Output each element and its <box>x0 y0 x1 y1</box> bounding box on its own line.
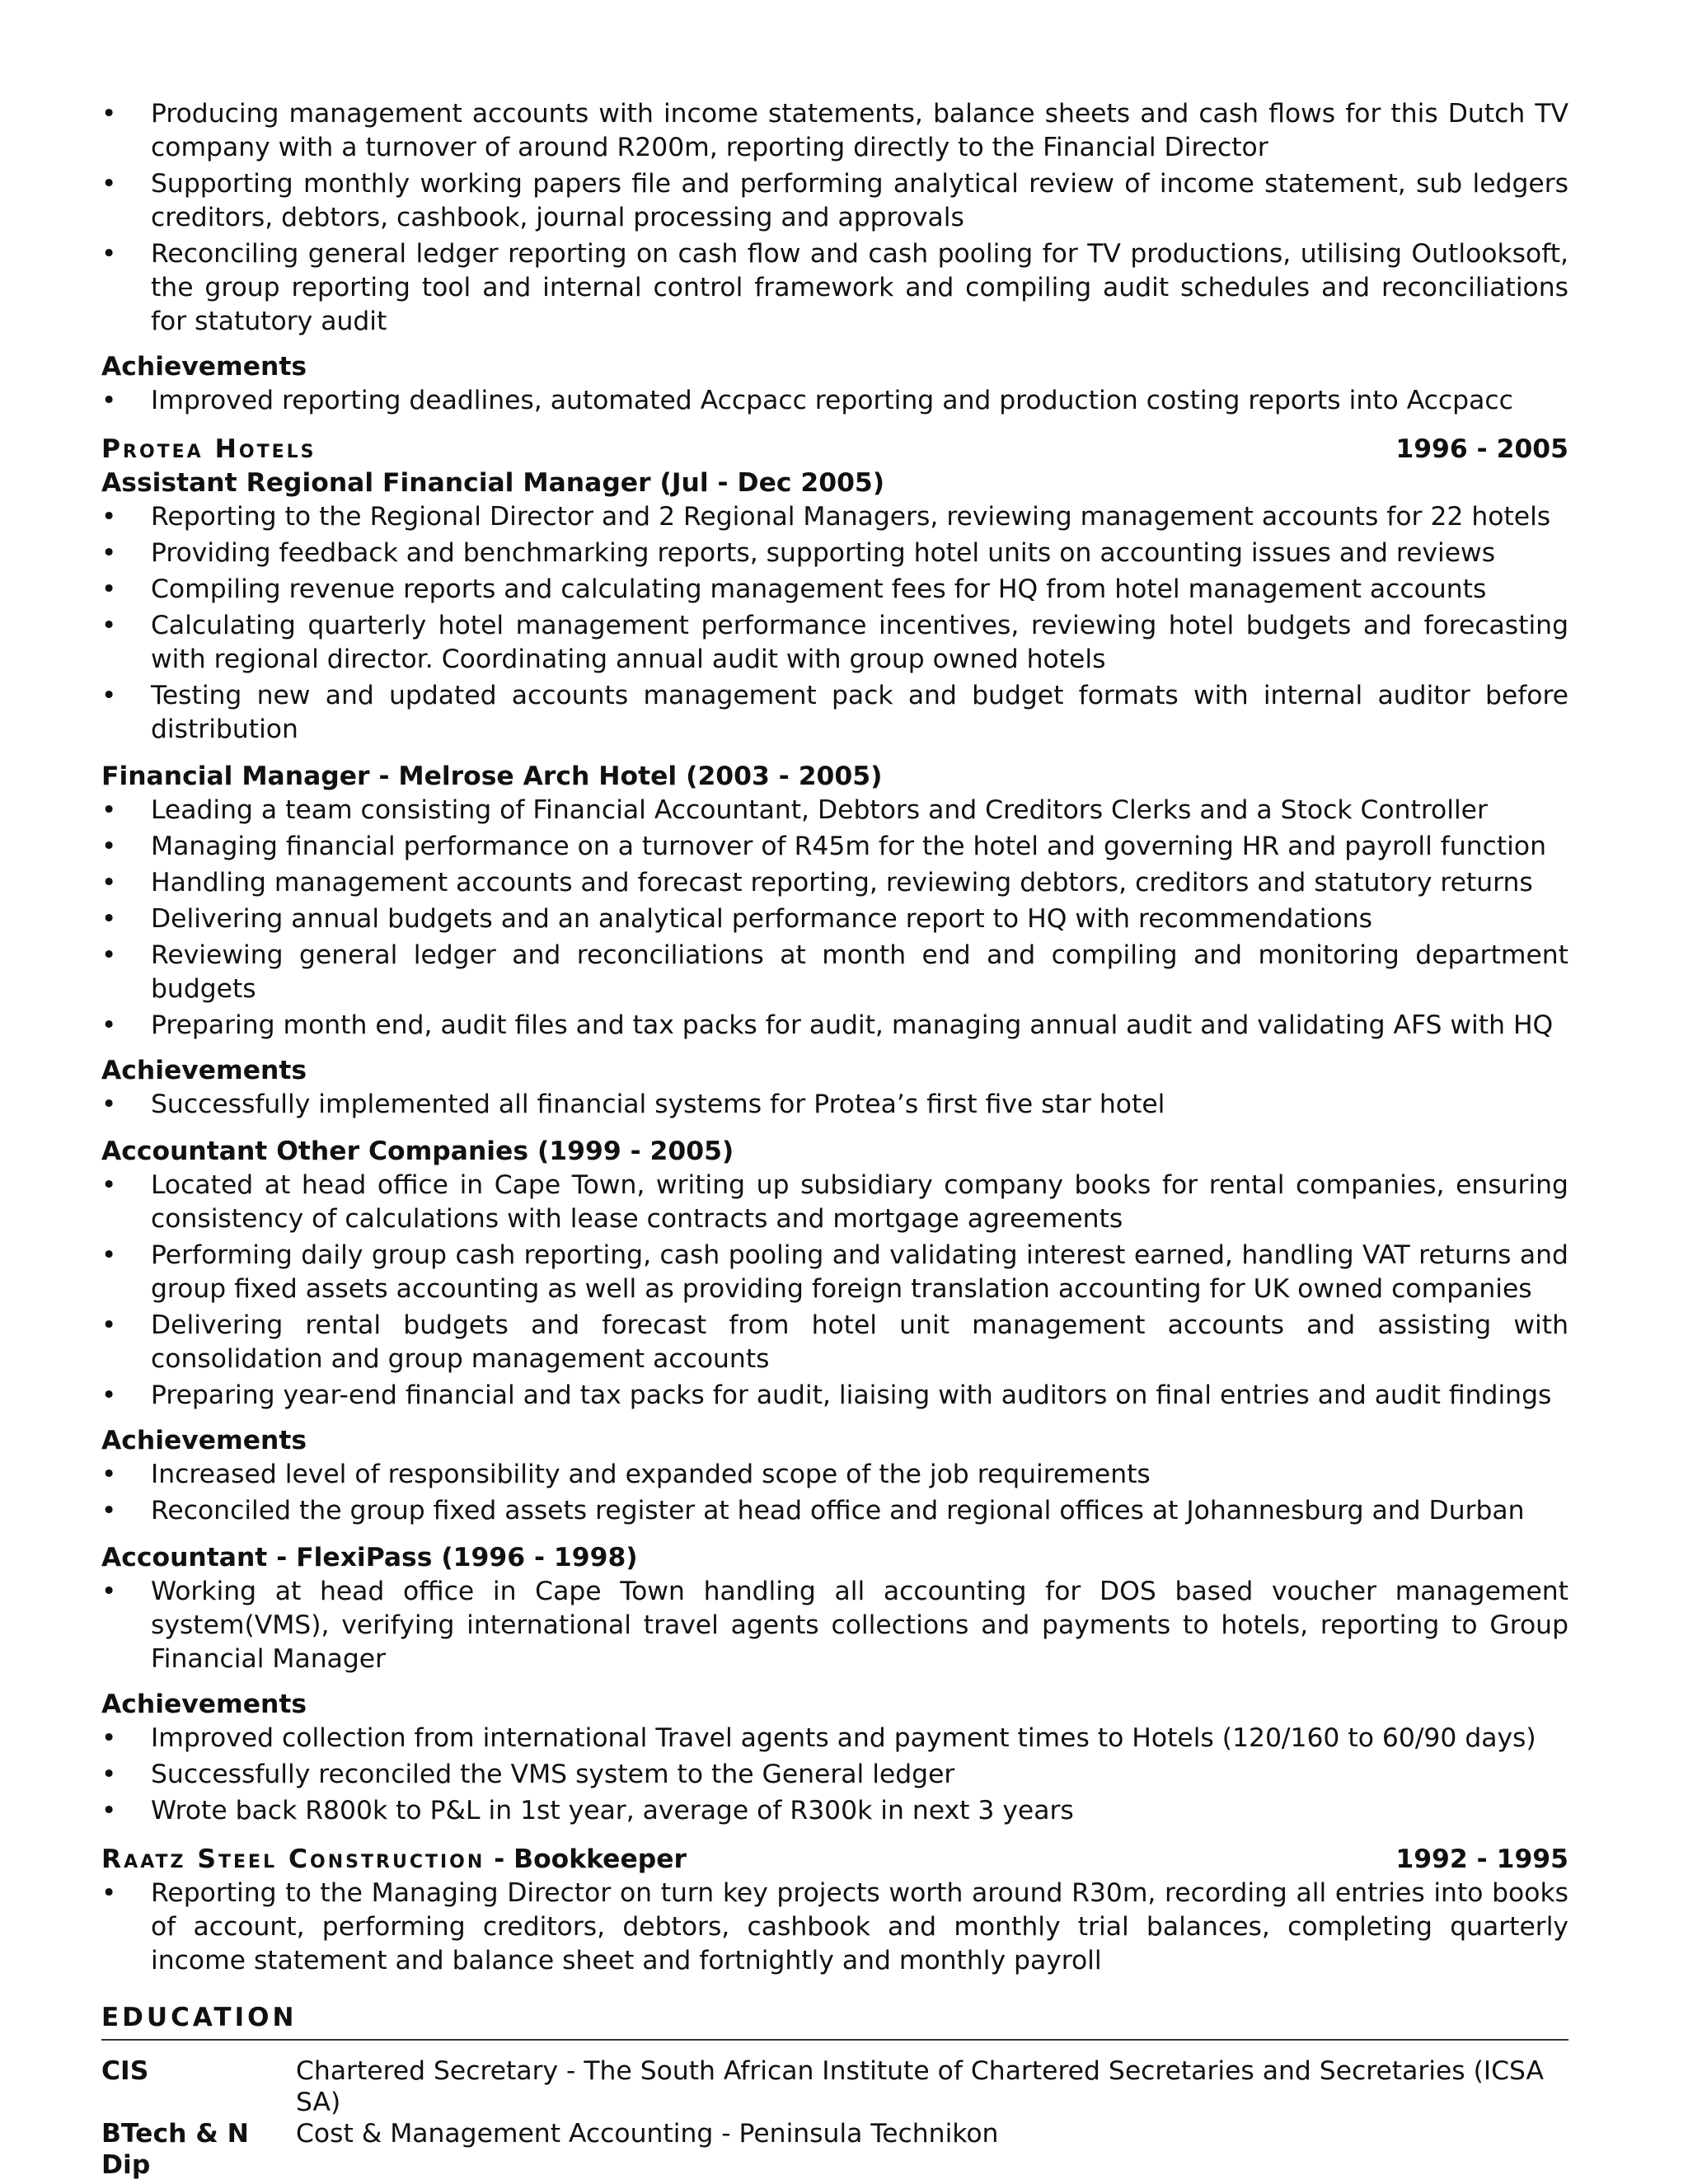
bullet-item <box>101 1575 1568 1676</box>
bullet-icon: • <box>101 1496 117 1526</box>
bullet-icon: • <box>101 502 117 532</box>
bullet-text: Managing financial performance on a turnover of R45m for the hotel and governing HR and payroll function <box>151 832 1547 861</box>
bullet-item <box>101 1458 1568 1492</box>
bullet-icon: • <box>101 1878 117 1908</box>
role-bullet-list <box>101 794 1568 1043</box>
bullet-text: Wrote back R800k to P&L in 1st year, average of R300k in next 3 years <box>151 1796 1074 1825</box>
bullet-text: Reviewing general ledger and reconciliations at month end and compiling and monitoring department budgets <box>151 940 1568 1004</box>
bullet-icon: • <box>101 868 117 898</box>
company-years: 1996 - 2005 <box>1395 434 1568 464</box>
bullet-item <box>101 1088 1568 1122</box>
role-bullet-list <box>101 1575 1568 1676</box>
company-name: Raatz Steel Construction <box>101 1844 485 1874</box>
bullet-icon: • <box>101 904 117 934</box>
role-title: Assistant Regional Financial Manager (Jul - Dec 2005) <box>101 468 885 498</box>
protea-roles <box>101 466 1568 1828</box>
bullet-item <box>101 1494 1568 1528</box>
bullet-icon: • <box>101 1170 117 1200</box>
achievements-heading: Achievements <box>101 1426 307 1455</box>
company-name: Protea Hotels <box>101 434 316 464</box>
bullet-item <box>101 1239 1568 1306</box>
bullet-text: Delivering rental budgets and forecast from hotel unit management accounts and assisting with consolidation and group management accounts <box>151 1310 1568 1374</box>
bullet-item <box>101 679 1568 747</box>
bullet-item <box>101 537 1568 570</box>
bullet-icon: • <box>101 795 117 825</box>
achievements-heading: Achievements <box>101 1056 307 1085</box>
education-section-title: EDUCATION <box>101 2001 1568 2041</box>
intro-bullet-list <box>101 97 1568 339</box>
bullet-icon: • <box>101 574 117 604</box>
bullet-item <box>101 500 1568 534</box>
bullet-text: Preparing year-end financial and tax packs for audit, liaising with auditors on final entries and audit findings <box>151 1380 1552 1410</box>
bullet-item <box>101 1758 1568 1792</box>
bullet-item <box>101 1722 1568 1755</box>
education-row <box>101 2118 1568 2181</box>
bullet-icon: • <box>101 99 117 129</box>
bullet-text: Leading a team consisting of Financial Accountant, Debtors and Creditors Clerks and a Stock Controller <box>151 795 1488 825</box>
achievements-heading: Achievements <box>101 352 307 382</box>
qualification: BTech & N Dip <box>101 2119 249 2180</box>
bullet-text: Increased level of responsibility and expanded scope of the job requirements <box>151 1460 1151 1489</box>
bullet-icon: • <box>101 611 117 640</box>
bullet-icon: • <box>101 681 117 710</box>
achievements-list <box>101 1722 1568 1828</box>
education-row <box>101 2055 1568 2118</box>
bullet-icon: • <box>101 169 117 199</box>
role-title: - Bookkeeper <box>485 1844 687 1874</box>
raatz-company-row <box>101 1843 1568 1877</box>
bullet-icon: • <box>101 239 117 269</box>
bullet-text: Producing management accounts with income statements, balance sheets and cash flows for this Dutch TV company with a turnover of around R200m, reporting directly to the Financial Director <box>151 99 1568 162</box>
bullet-item <box>101 794 1568 827</box>
bullet-icon: • <box>101 1310 117 1340</box>
bullet-text: Preparing month end, audit files and tax packs for audit, managing annual audit and validating AFS with HQ <box>151 1010 1554 1040</box>
bullet-text: Calculating quarterly hotel management performance incentives, reviewing hotel budgets and forecasting with regional director. Coordinating annual audit with group owned hotels <box>151 611 1568 674</box>
bullet-text: Successfully reconciled the VMS system to the General ledger <box>151 1760 955 1789</box>
bullet-icon: • <box>101 1760 117 1789</box>
role-title: Financial Manager - Melrose Arch Hotel (2003 - 2005) <box>101 762 883 791</box>
bullet-text: Improved reporting deadlines, automated Accpacc reporting and production costing reports into Accpacc <box>151 386 1513 415</box>
bullet-text: Testing new and updated accounts management pack and budget formats with internal auditor before distribution <box>151 681 1568 744</box>
bullet-item <box>101 1379 1568 1413</box>
bullet-text: Successfully implemented all financial systems for Protea’s first five star hotel <box>151 1090 1165 1119</box>
bullet-text: Reconciling general ledger reporting on cash flow and cash pooling for TV productions, utilising Outlooksoft, the group reporting tool and internal control framework and compiling audit schedules and reconciliations for statutory audit <box>151 239 1568 336</box>
bullet-item <box>101 1169 1568 1236</box>
achievements-list <box>101 1088 1568 1122</box>
bullet-text: Handling management accounts and forecast reporting, reviewing debtors, creditors and statutory returns <box>151 868 1533 898</box>
bullet-item <box>101 384 1568 418</box>
resume-page <box>101 97 1568 2181</box>
bullet-text: Located at head office in Cape Town, writing up subsidiary company books for rental companies, ensuring consistency of calculations with lease contracts and mortgage agreements <box>151 1170 1568 1234</box>
role-title: Accountant - FlexiPass (1996 - 1998) <box>101 1543 638 1572</box>
bullet-icon: • <box>101 1240 117 1270</box>
bullet-item <box>101 866 1568 900</box>
bullet-item <box>101 609 1568 677</box>
bullet-icon: • <box>101 386 117 415</box>
bullet-item <box>101 902 1568 936</box>
bullet-text: Delivering annual budgets and an analytical performance report to HQ with recommendations <box>151 904 1372 934</box>
bullet-item <box>101 573 1568 607</box>
qualification-detail: Cost & Management Accounting - Peninsula Technikon <box>296 2119 999 2149</box>
bullet-icon: • <box>101 1380 117 1410</box>
qualification-detail: Chartered Secretary - The South African Institute of Chartered Secretaries and Secretaries (ICSA SA) <box>296 2056 1545 2117</box>
bullet-icon: • <box>101 1090 117 1119</box>
bullet-text: Improved collection from international Travel agents and payment times to Hotels (120/160 to 60/90 days) <box>151 1723 1536 1753</box>
bullet-text: Reporting to the Regional Director and 2 Regional Managers, reviewing management accounts for 22 hotels <box>151 502 1551 532</box>
bullet-item <box>101 167 1568 235</box>
role-title: Accountant Other Companies (1999 - 2005) <box>101 1137 734 1166</box>
company-years: 1992 - 1995 <box>1395 1844 1568 1874</box>
protea-company-row <box>101 433 1568 466</box>
bullet-item <box>101 1309 1568 1376</box>
raatz-bullet-list <box>101 1877 1568 1978</box>
qualification: CIS <box>101 2056 149 2086</box>
bullet-item <box>101 939 1568 1006</box>
bullet-icon: • <box>101 1460 117 1489</box>
bullet-text: Reporting to the Managing Director on turn key projects worth around R30m, recording all entries into books of account, performing creditors, debtors, cashbook and monthly trial balances, completing quarterly income statement and balance sheet and fortnightly and monthly payroll <box>151 1878 1568 1975</box>
bullet-icon: • <box>101 1796 117 1825</box>
bullet-icon: • <box>101 538 117 568</box>
bullet-icon: • <box>101 1010 117 1040</box>
role-bullet-list <box>101 500 1568 747</box>
bullet-icon: • <box>101 832 117 861</box>
bullet-item <box>101 237 1568 339</box>
bullet-icon: • <box>101 1723 117 1753</box>
bullet-icon: • <box>101 1577 117 1606</box>
bullet-text: Providing feedback and benchmarking reports, supporting hotel units on accounting issues and reviews <box>151 538 1496 568</box>
achievements-list <box>101 1458 1568 1528</box>
intro-achievements-list <box>101 384 1568 418</box>
bullet-item <box>101 1794 1568 1828</box>
bullet-icon: • <box>101 940 117 970</box>
bullet-text: Compiling revenue reports and calculating management fees for HQ from hotel management accounts <box>151 574 1487 604</box>
bullet-text: Supporting monthly working papers file and performing analytical review of income statement, sub ledgers creditors, debtors, cashbook, journal processing and approvals <box>151 169 1568 232</box>
bullet-text: Reconciled the group fixed assets register at head office and regional offices at Johannesburg and Durban <box>151 1496 1525 1526</box>
education-table <box>101 2055 1568 2181</box>
bullet-item <box>101 1009 1568 1043</box>
bullet-item <box>101 1877 1568 1978</box>
bullet-item <box>101 97 1568 165</box>
bullet-item <box>101 830 1568 864</box>
bullet-text: Performing daily group cash reporting, cash pooling and validating interest earned, handling VAT returns and group fixed assets accounting as well as providing foreign translation accounting for UK owned companies <box>151 1240 1568 1304</box>
role-bullet-list <box>101 1169 1568 1413</box>
achievements-heading: Achievements <box>101 1690 307 1719</box>
bullet-text: Working at head office in Cape Town handling all accounting for DOS based voucher management system(VMS), verifying international travel agents collections and payments to hotels, reporting to Group Financial Manager <box>151 1577 1568 1674</box>
